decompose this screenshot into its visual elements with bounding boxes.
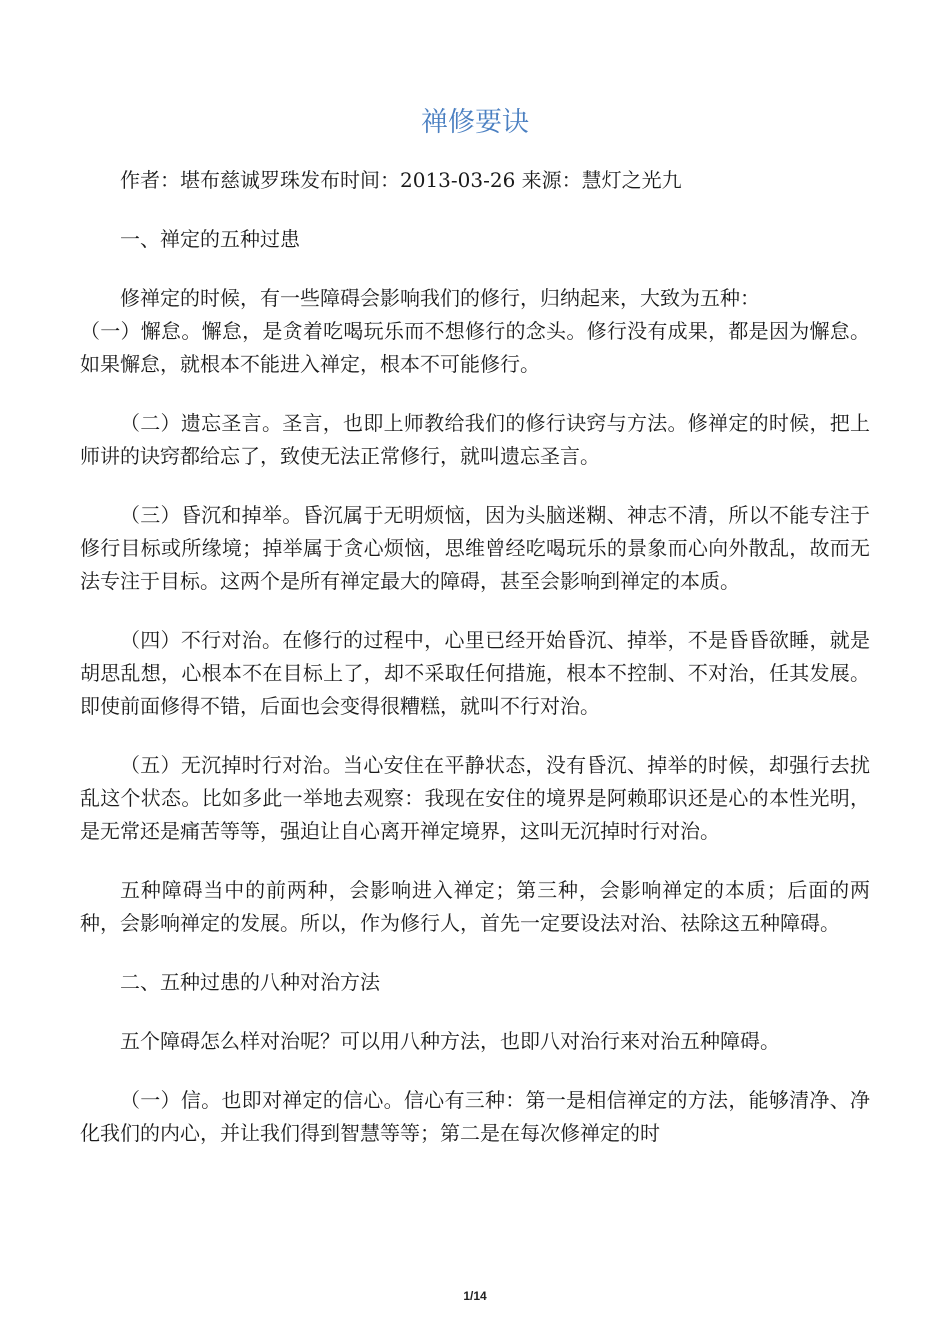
paragraph: （五）无沉掉时行对治。当心安住在平静状态，没有昏沉、掉举的时候，却强行去扰乱这个状态。比如多此一举地去观察：我现在安住的境界是阿赖耶识还是心的本性光明，是无常还是痛苦等等，强迫让自心离开禅定境界，这叫无沉掉时行对治。 <box>80 753 870 843</box>
paragraph: 五种障碍当中的前两种，会影响进入禅定；第三种，会影响禅定的本质；后面的两种，会影响禅定的发展。所以，作为修行人，首先一定要设法对治、祛除这五种障碍。 <box>80 878 870 935</box>
paragraph: （二）遗忘圣言。圣言，也即上师教给我们的修行诀窍与方法。修禅定的时候，把上师讲的诀窍都给忘了，致使无法正常修行，就叫遗忘圣言。 <box>80 411 870 468</box>
page-number: 1/14 <box>463 1289 487 1303</box>
paragraph: （一）懈怠。懈怠，是贪着吃喝玩乐而不想修行的念头。修行没有成果，都是因为懈怠。如果懈怠，就根本不能进入禅定，根本不可能修行。 <box>80 319 870 376</box>
paragraph: （四）不行对治。在修行的过程中，心里已经开始昏沉、掉举，不是昏昏欲睡，就是胡思乱想，心根本不在目标上了，却不采取任何措施，根本不控制、不对治，任其发展。即使前面修得不错，后面也会变得很糟糕，就叫不行对治。 <box>80 628 870 718</box>
paragraph: 五个障碍怎么样对治呢？可以用八种方法，也即八对治行来对治五种障碍。 <box>120 1029 780 1053</box>
paragraph: （一）信。也即对禅定的信心。信心有三种：第一是相信禅定的方法，能够清净、净化我们的内心，并让我们得到智慧等等；第二是在每次修禅定的时 <box>80 1088 870 1145</box>
paragraph: 修禅定的时候，有一些障碍会影响我们的修行，归纳起来，大致为五种： <box>120 286 760 310</box>
document-title: 禅修要诀 <box>421 107 529 138</box>
section-heading: 一、禅定的五种过患 <box>120 227 300 251</box>
paragraph: （三）昏沉和掉举。昏沉属于无明烦恼，因为头脑迷糊、神志不清，所以不能专注于修行目标或所缘境；掉举属于贪心烦恼，思维曾经吃喝玩乐的景象而心向外散乱，故而无法专注于目标。这两个是所有禅定最大的障碍，甚至会影响到禅定的本质。 <box>80 503 870 593</box>
section-heading: 二、五种过患的八种对治方法 <box>120 970 380 994</box>
document-body <box>80 164 870 1176</box>
meta-line: 作者：堪布慈诚罗珠发布时间：2013-03-26 来源：慧灯之光九 <box>120 168 682 192</box>
